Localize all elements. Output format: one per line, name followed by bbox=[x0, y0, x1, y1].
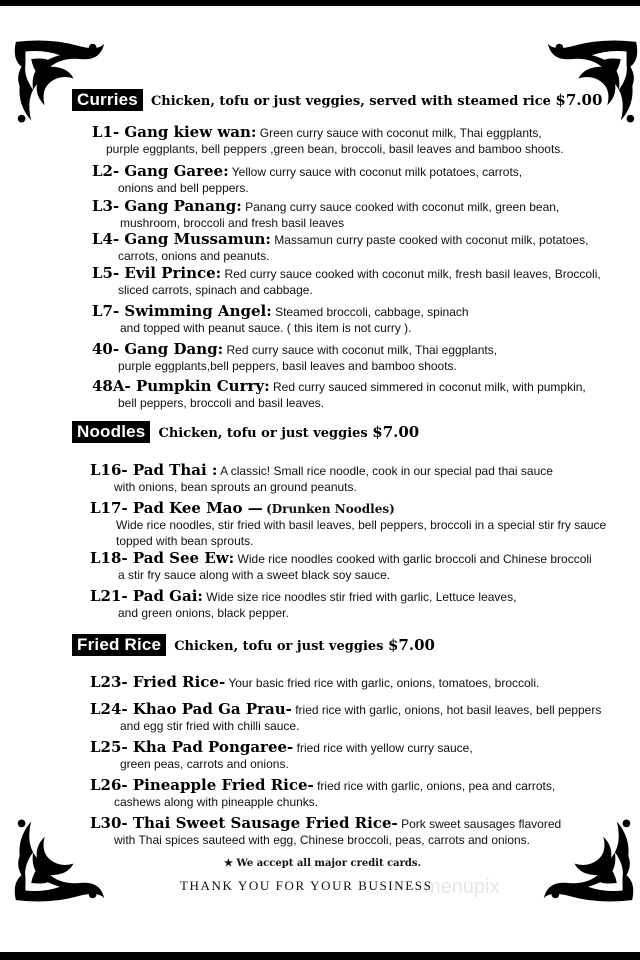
curries-badge: Curries bbox=[72, 89, 143, 111]
item-name: L30- Thai Sweet Sausage Fried Rice- bbox=[90, 814, 398, 832]
item-desc: topped with bean sprouts. bbox=[116, 534, 254, 548]
corner-ornament-top-right bbox=[544, 38, 640, 134]
item-desc: and topped with peanut sauce. ( this item is not curry ). bbox=[120, 321, 412, 335]
item-desc: purple eggplants, bell peppers ,green bean, broccoli, basil leaves and bamboo shoots. bbox=[106, 142, 564, 156]
item-name: L18- Pad See Ew: bbox=[90, 549, 235, 567]
item-name: L21- Pad Gai: bbox=[90, 587, 203, 605]
item-name: L1- Gang kiew wan: bbox=[92, 123, 257, 141]
item-name: L7- Swimming Angel: bbox=[92, 302, 272, 320]
noodles-header-desc: Chicken, tofu or just veggies bbox=[158, 426, 368, 441]
item-name: L24- Khao Pad Ga Prau- bbox=[90, 700, 292, 718]
item-desc: Wide rice noodles, stir fried with basil leaves, bell peppers, broccoli in a special stir fry sauce bbox=[116, 518, 607, 532]
item-name: L17- Pad Kee Mao — bbox=[90, 499, 263, 517]
item-desc: Yellow curry sauce with coconut milk potatoes, carrots, bbox=[231, 165, 523, 179]
menu-item-l16 bbox=[90, 462, 553, 495]
item-desc: and green onions, black pepper. bbox=[118, 606, 289, 620]
item-name: L16- Pad Thai : bbox=[90, 461, 218, 479]
item-desc: and egg stir fried with chilli sauce. bbox=[120, 719, 300, 733]
item-desc: green peas, carrots and onions. bbox=[120, 757, 289, 771]
noodles-badge: Noodles bbox=[72, 421, 150, 443]
item-name: L5- Evil Prince: bbox=[92, 264, 222, 282]
item-name: L25- Kha Pad Pongaree- bbox=[90, 738, 294, 756]
item-desc: Wide size rice noodles stir fried with garlic, Lettuce leaves, bbox=[206, 590, 517, 604]
thank-you-text: THANK YOU FOR YOUR BUSINESS bbox=[180, 878, 433, 893]
item-desc: Red curry sauce cooked with coconut milk, fresh basil leaves, Broccoli, bbox=[224, 267, 601, 281]
credit-card-note: ★ We accept all major credit cards. bbox=[224, 858, 422, 869]
item-name: L23- Fried Rice- bbox=[90, 673, 226, 691]
item-desc: with Thai spices sauteed with egg, Chinese broccoli, peas, carrots and onions. bbox=[114, 833, 531, 847]
menu-item-l4 bbox=[92, 231, 588, 264]
item-desc: bell peppers, broccoli and basil leaves. bbox=[118, 396, 325, 410]
bottom-border bbox=[0, 952, 640, 960]
curries-header-text bbox=[151, 91, 602, 109]
fried-rice-price: $7.00 bbox=[388, 636, 435, 654]
fried-rice-header-text bbox=[174, 636, 435, 654]
item-subtitle: (Drunken Noodles) bbox=[266, 502, 395, 516]
item-desc: Wide rice noodles cooked with garlic broccoli and Chinese broccoli bbox=[237, 552, 592, 566]
menu-item-l7 bbox=[92, 303, 469, 336]
item-desc: Massamun curry paste cooked with coconut milk, potatoes, bbox=[274, 233, 589, 247]
item-desc: onions and bell peppers. bbox=[118, 181, 249, 195]
item-name: 48A- Pumpkin Curry: bbox=[92, 377, 270, 395]
item-desc: Your basic fried rice with garlic, onions, tomatoes, broccoli. bbox=[228, 676, 540, 690]
curries-section-header bbox=[72, 89, 602, 111]
item-desc: Red curry sauced simmered in coconut milk, with pumpkin, bbox=[272, 380, 586, 394]
noodles-header-text bbox=[158, 423, 419, 441]
fried-rice-section-header bbox=[72, 634, 435, 656]
menu-item-l2 bbox=[92, 163, 522, 196]
menu-item-40 bbox=[92, 341, 497, 374]
menu-item-l30 bbox=[90, 815, 561, 848]
item-desc: fried rice with garlic, onions, pea and carrots, bbox=[313, 779, 556, 793]
ornament-icon bbox=[544, 38, 640, 134]
item-desc: Green curry sauce with coconut milk, Thai eggplants, bbox=[259, 126, 542, 140]
item-desc: purple eggplants,bell peppers, basil leaves and bamboo shoots. bbox=[118, 359, 457, 373]
item-desc: mushroom, broccoli and fresh basil leaves bbox=[120, 216, 345, 230]
item-name: L3- Gang Panang: bbox=[92, 197, 242, 215]
menu-item-l24 bbox=[90, 701, 601, 734]
menu-item-l23 bbox=[90, 674, 539, 691]
menu-item-l3 bbox=[92, 198, 559, 231]
fried-rice-badge: Fried Rice bbox=[72, 634, 166, 656]
watermark: menupix bbox=[424, 876, 500, 898]
item-name: L4- Gang Mussamun: bbox=[92, 230, 271, 248]
item-desc: a stir fry sauce along with a sweet black soy sauce. bbox=[118, 568, 391, 582]
item-name: L26- Pineapple Fried Rice- bbox=[90, 776, 314, 794]
curries-price: $7.00 bbox=[555, 91, 603, 109]
curries-header-desc: Chicken, tofu or just veggies, served with steamed rice bbox=[150, 94, 551, 109]
item-desc: fried rice with garlic, onions, hot basil leaves, bell peppers bbox=[291, 703, 602, 717]
menu-item-48a bbox=[92, 378, 586, 411]
menu-item-l1 bbox=[92, 124, 564, 157]
item-desc: cashews along with pineapple chunks. bbox=[114, 795, 319, 809]
item-desc: with onions, bean sprouts an ground peanuts. bbox=[114, 480, 357, 494]
menu-item-l21 bbox=[90, 588, 516, 621]
item-desc: Pork sweet sausages flavored bbox=[397, 817, 562, 831]
menu-item-l5 bbox=[92, 265, 601, 298]
noodles-section-header bbox=[72, 421, 419, 443]
item-desc: Steamed broccoli, cabbage, spinach bbox=[275, 305, 469, 319]
noodles-price: $7.00 bbox=[372, 423, 420, 441]
menu-item-l18 bbox=[90, 550, 592, 583]
item-desc: A classic! Small rice noodle, cook in our special pad thai sauce bbox=[220, 464, 553, 478]
item-desc: carrots, onions and peanuts. bbox=[118, 249, 270, 263]
item-name: 40- Gang Dang: bbox=[92, 340, 224, 358]
menu-item-l17 bbox=[90, 500, 606, 549]
menu-item-l26 bbox=[90, 777, 555, 810]
item-name: L2- Gang Garee: bbox=[92, 162, 229, 180]
menu-item-l25 bbox=[90, 739, 473, 772]
item-desc: fried rice with yellow curry sauce, bbox=[293, 741, 473, 755]
fried-rice-header-desc: Chicken, tofu or just veggies bbox=[174, 639, 384, 654]
top-border bbox=[0, 0, 640, 6]
corner-ornament-top-left bbox=[12, 38, 108, 134]
ornament-icon bbox=[12, 38, 108, 134]
item-desc: Panang curry sauce cooked with coconut milk, green bean, bbox=[245, 200, 560, 214]
item-desc: sliced carrots, spinach and cabbage. bbox=[118, 283, 313, 297]
item-desc: Red curry sauce with coconut milk, Thai eggplants, bbox=[226, 343, 498, 357]
